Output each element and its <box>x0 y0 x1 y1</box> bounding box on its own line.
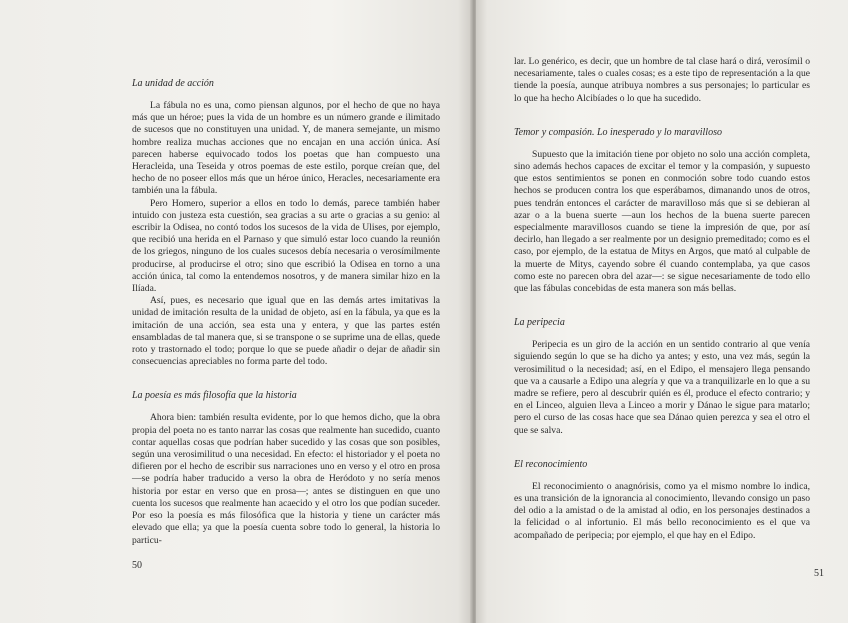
section-heading-reconocimiento: El reconocimiento <box>514 458 588 470</box>
paragraph: La fábula no es una, como piensan algunos, por el hecho de que no haya más que un héroe; pues la vida de un hombre es un número grande e ilimitado de sucesos que no constituyen una unidad. Y, de manera semejante, un mismo hombre realiza muchas acciones que no encajan en una acción única. Así parecen haberse equivocado todos los poetas que han compuesto una Heracleida, una Teseida y otros poemas de este estilo, porque creían que, del hecho de no poseer ellos más que un héroe único, Heracles, necesariamente era también una la fábula. <box>132 100 440 197</box>
page-number-right: 51 <box>814 568 824 579</box>
paragraph: Ahora bien: también resulta evidente, por lo que hemos dicho, que la obra propia del poeta no es tanto narrar las cosas que realmente han sucedido, cuanto contar aquellas cosas que podrían haber sucedido y las cosas que son posibles, según una verosimilitud o una necesidad. En efecto: el historiador y el poeta no difieren por el hecho de escribir sus narraciones uno en verso y el otro en prosa —se podría haber traducido a verso la obra de Heródoto y no sería menos historia por estar en verso que en prosa—; antes se distinguen en que uno cuenta los sucesos que realmente han acaecido y el otro los que podían suceder. Por eso la poesía es más filosófica que la historia y tiene un carácter más elevado que ella; ya que la poesía cuenta sobre todo lo general, la historia lo particu- <box>132 412 440 546</box>
section-heading-peripecia: La peripecia <box>514 317 565 329</box>
section-heading-poesia: La poesía es más filosofía que la historia <box>132 390 297 402</box>
paragraph: Peripecia es un giro de la acción en un sentido contrario al que venía siguiendo según lo que se ha dicho ya antes; y esto, una vez más, según la verosimilitud o la necesidad; así, en el Edipo, el mensajero llega pensando que va a causarle a Edipo una alegría y que va a tranquilizarle en lo que a su madre se refiere, pero al descubrir quién es él, produce el efecto contrario; y en el Linceo, alguien lleva a Linceo a morir y Dánao le sigue para matarlo; pero el curso de las cosas hace que sea Dánao quien perezca y sea el otro el que se salva. <box>514 339 810 436</box>
left-text-block <box>132 78 440 547</box>
section-spacer <box>514 437 810 459</box>
paragraph: Pero Homero, superior a ellos en todo lo demás, parece también haber intuido con justeza esta cuestión, sea gracias a su arte o gracias a su genio: al escribir la Odisea, no contó todos los sucesos de la vida de Ulises, por ejemplo, que recibió una herida en el Parnaso y que simuló estar loco cuando la reunión de los griegos, ninguno de los cuales sucesos debía necesaria o verosímilmente producirse, al producirse el otro; sino que escribió la Odisea en torno a una acción única, tal como la entendemos nosotros, y de manera similar hizo en la Ilíada. <box>132 197 440 295</box>
paragraph: Supuesto que la imitación tiene por objeto no solo una acción completa, sino además hechos capaces de excitar el temor y la compasión, y supuesto que estos sentimientos se ponen en conmoción sobre todo cuando estos hechos se producen contra los que esperábamos, dimanando unos de otros, pues tendrán entonces el carácter de maravilloso más que si se debieran al azar o a la buena suerte —aun los hechos de la buena suerte parecen especialmente maravillosos cuando se tiene la impresión de que, por así decirlo, han llegado a ser realmente por un designio premeditado; como es el caso, por ejemplo, de la estatua de Mitys en Argos, que mató al culpable de la muerte de Mitys, cayendo sobre él cuando contemplaba, ya que casos como este no parecen obra del azar—: se sigue necesariamente de todo ello que las fábulas concebidas de esta manera son más bellas. <box>514 148 810 295</box>
section-heading-temor: Temor y compasión. Lo inesperado y lo maravilloso <box>514 126 722 138</box>
right-page <box>476 0 848 623</box>
section-spacer <box>514 295 810 317</box>
page-number-left: 50 <box>132 560 142 571</box>
section-heading-unidad: La unidad de acción <box>132 78 214 89</box>
section-spacer <box>132 368 440 390</box>
right-text-block <box>514 56 810 542</box>
section-spacer <box>514 105 810 127</box>
paragraph-continued: lar. Lo genérico, es decir, que un hombre de tal clase hará o dirá, verosímil o necesariamente, tales o cuales cosas; es a este tipo de representación a la que tiende la poesía, aunque atribuya nombres a sus personajes; lo particular es lo que ha hecho Alcibíades o lo que ha sucedido. <box>514 56 810 104</box>
paragraph: El reconocimiento o anagnórisis, como ya el mismo nombre lo indica, es una transición de la ignorancia al conocimiento, llevando consigo un paso del odio a la amistad o de la amistad al odio, en los personajes destinados a la felicidad o al infortunio. El más bello reconocimiento es el que va acompañado de peripecia; por ejemplo, el que hay en el Edipo. <box>514 480 810 541</box>
paragraph: Así, pues, es necesario que igual que en las demás artes imitativas la unidad de imitación resulta de la unidad de objeto, así en la fábula, ya que es la imitación de una acción, sea esta una y entera, y que las partes estén ensambladas de tal manera que, si se transpone o se suprime una de ellas, quede roto y trastornado el todo; porque lo que se puede añadir o dejar de añadir sin consecuencias apreciables no forma parte del todo. <box>132 295 440 368</box>
